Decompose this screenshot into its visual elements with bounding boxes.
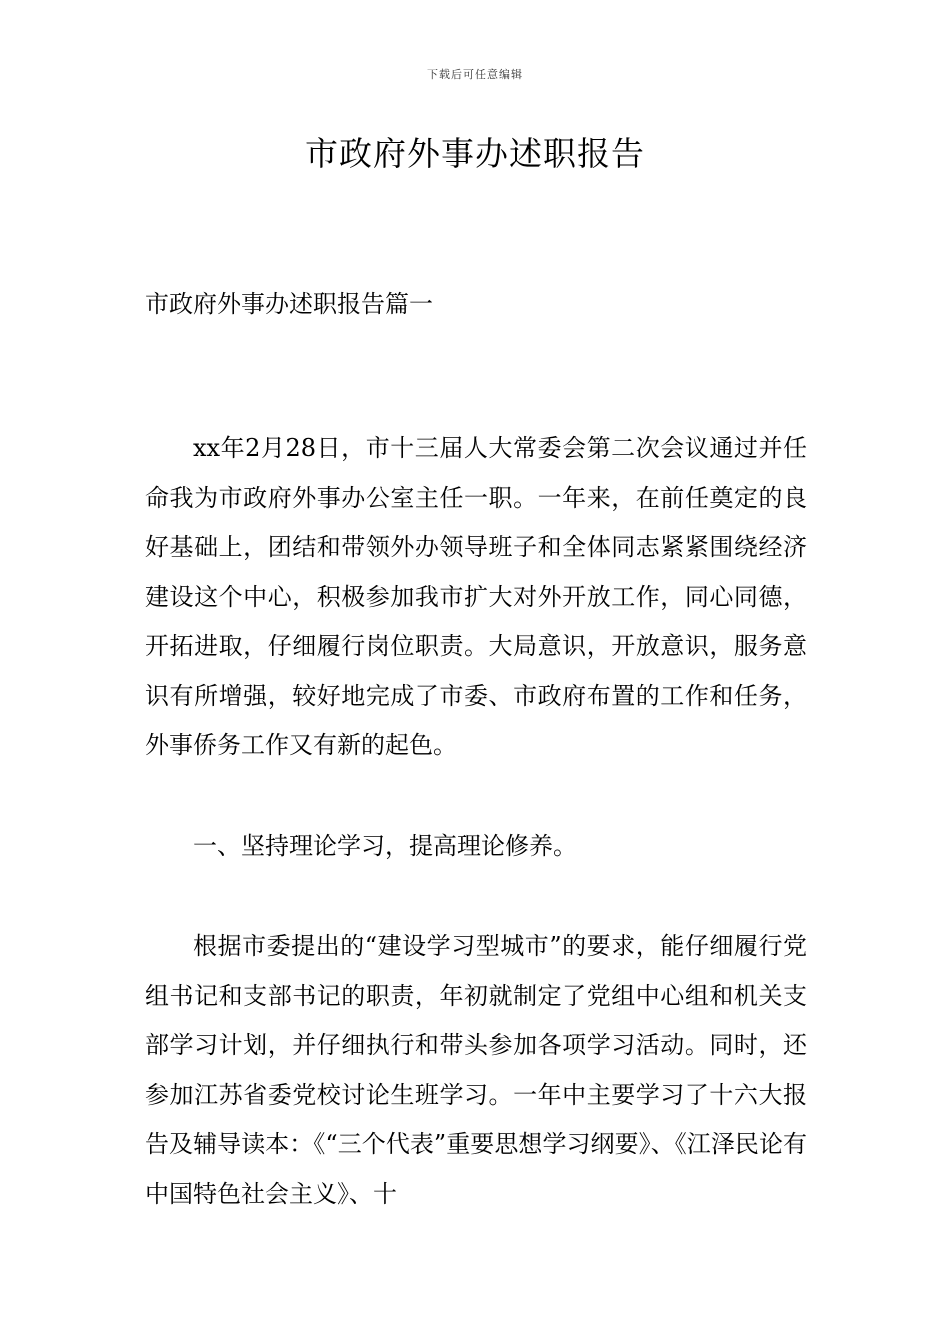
body-paragraph: xx年2月28日，市十三届人大常委会第二次会议通过并任命我为市政府外事办公室主任一职。一年来，在前任奠定的良好基础上，团结和带领外办领导班子和全体同志紧紧围绕经济建设这个中心，积极参加我市扩大对外开放工作，同心同德，开拓进取，仔细履行岗位职责。大局意识，开放意识，服务意识有所增强，较好地完成了市委、市政府布置的工作和任务，外事侨务工作又有新的起色。 [145, 434, 807, 759]
header-note: 下载后可任意编辑 [427, 68, 523, 81]
subsection-heading: 一、坚持理论学习，提高理论修养。 [193, 832, 577, 860]
document-title: 市政府外事办述职报告 [305, 134, 645, 173]
section-heading: 市政府外事办述职报告篇一 [145, 290, 433, 318]
body-paragraph: 根据市委提出的“建设学习型城市”的要求，能仔细履行党组书记和支部书记的职责，年初就制定了党组中心组和机关支部学习计划，并仔细执行和带头参加各项学习活动。同时，还参加江苏省委党校讨论生班学习。一年中主要学习了十六大报告及辅导读本：《“三个代表”重要思想学习纲要》、《江泽民论有中国特色社会主义》、十 [145, 932, 807, 1208]
